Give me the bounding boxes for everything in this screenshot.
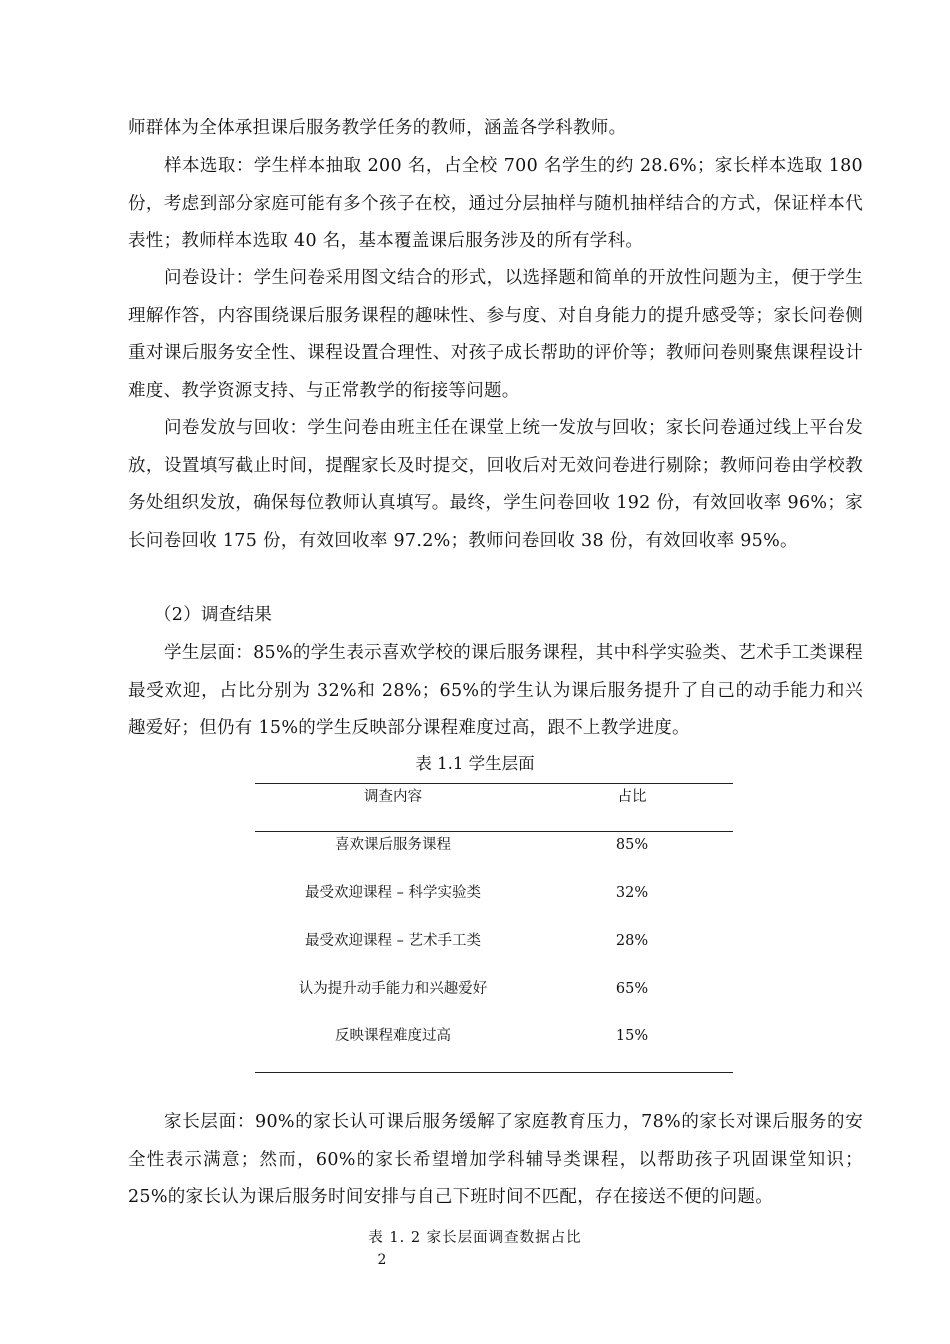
table1-cell-ratio: 28% xyxy=(615,933,649,949)
table1-top-rule xyxy=(255,783,733,784)
table1-cell-ratio: 15% xyxy=(615,1028,649,1044)
paragraph-parent-level: 家长层面：90%的家长认可课后服务缓解了家庭教育压力，78%的家长对课后服务的安全性表示满意；然而，60%的家长希望增加学科辅导类课程，以帮助孩子巩固课堂知识；25%的家长认为课后服务时间安排与自己下班时间不匹配，存在接送不便的问题。 xyxy=(128,1112,863,1207)
paragraph-intro-cont: 师群体为全体承担课后服务教学任务的教师，涵盖各学科教师。 xyxy=(128,118,627,138)
table1-cell-content: 最受欢迎课程 – 艺术手工类 xyxy=(305,933,481,949)
table1-cell-content: 反映课程难度过高 xyxy=(335,1028,451,1044)
paragraph-student-level: 学生层面：85%的学生表示喜欢学校的课后服务课程，其中科学实验类、艺术手工类课程最受欢迎，占比分别为 32%和 28%；65%的学生认为课后服务提升了自己的动手能力和兴趣爱好；但仍有 15%的学生反映部分课程难度过高，跟不上教学进度。 xyxy=(128,643,863,738)
table1-header-content: 调查内容 xyxy=(364,789,422,805)
table1-cell-content: 认为提升动手能力和兴趣爱好 xyxy=(298,981,488,997)
table1-cell-content: 喜欢课后服务课程 xyxy=(335,837,451,853)
page-number: 2 xyxy=(377,1252,387,1268)
table1-cell-ratio: 65% xyxy=(615,981,649,997)
table1-header-ratio: 占比 xyxy=(617,789,647,805)
table1-caption: 表 1.1 学生层面 xyxy=(415,754,535,773)
table2-caption: 表 1. 2 家长层面调查数据占比 xyxy=(368,1230,582,1246)
table1-bottom-rule xyxy=(255,1072,733,1073)
paragraph-sample-selection: 样本选取：学生样本抽取 200 名，占全校 700 名学生的约 28.6%；家长样本选取 180 份，考虑到部分家庭可能有多个孩子在校，通过分层抽样与随机抽样结合的方式，保证样本代表性；教师样本选取 40 名，基本覆盖课后服务涉及的所有学科。 xyxy=(128,156,863,251)
table1-cell-content: 最受欢迎课程 – 科学实验类 xyxy=(305,885,481,901)
table1-header-rule xyxy=(255,831,733,832)
section-heading-results: （2）调查结果 xyxy=(154,605,273,625)
paragraph-distribution-recovery: 问卷发放与回收：学生问卷由班主任在课堂上统一发放与回收；家长问卷通过线上平台发放，设置填写截止时间，提醒家长及时提交，回收后对无效问卷进行剔除；教师问卷由学校教务处组织发放，确保每位教师认真填写。最终，学生问卷回收 192 份，有效回收率 96%；家长问卷回收 175 份，有效回收率 97.2%；教师问卷回收 38 份，有效回收率 95%。 xyxy=(128,418,863,551)
paragraph-questionnaire-design: 问卷设计：学生问卷采用图文结合的形式，以选择题和简单的开放性问题为主，便于学生理解作答，内容围绕课后服务课程的趣味性、参与度、对自身能力的提升感受等；家长问卷侧重对课后服务安全性、课程设置合理性、对孩子成长帮助的评价等；教师问卷则聚焦课程设计难度、教学资源支持、与正常教学的衔接等问题。 xyxy=(128,268,863,401)
table1-cell-ratio: 85% xyxy=(615,837,649,853)
table1-cell-ratio: 32% xyxy=(615,885,649,901)
